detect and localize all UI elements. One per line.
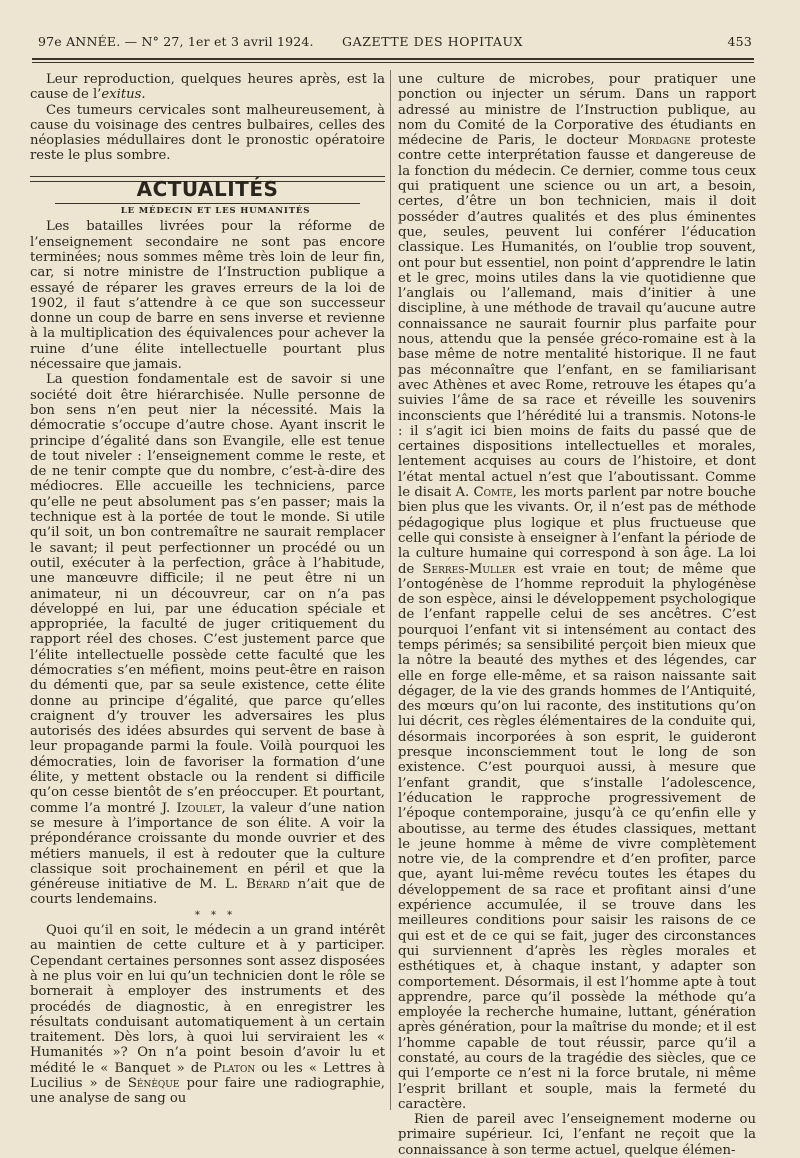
text-run: La question fondamentale est de savoir si une société doit être hiérarchisée. Nulle personne de bon sens n’en peut nier la nécessité. Mais la démocratie s’occupe d’autre chose. Ayant inscrit le principe d’égalité dans son Evangile, elle est tenue de tout niveler : l’enseignement comme le reste, et de ne tenir compte que du nombre, c’est-à-dire des médiocres. Elle accueille les techniciens, parce qu’elle ne peut absolument pas s’en passer; mais la technique est à la portée de tout le monde. Si utile qu’il soit, un bon contremaître ne saurait remplacer le savant; il peut perfectionner un procédé ou un outil, exécuter à la perfection, grâce à l’habitude, une manœuvre difficile; il ne peut être ni un animateur, ni un découvreur, car on n’a pas développé en lui, par une éducation spéciale et appropriée, la faculté de juger critiquement du rapport réel des choses. C’est justement parce que l’élite intellectuelle possède cette faculté que les démocraties s’en méfient, moins peut-être en raison du démenti que, par sa seule existence, cette élite donne au principe d’égalité, que parce qu’elles craignent d’y trouver les adversaires les plus autorisés des idées absurdes qui servent de base à leur propagande parmi la foule. Voilà pourquoi les démocraties, loin de favoriser la formation d’une élite, y mettent obstacle ou la rendent si difficile qu’on cesse bientôt de s’en préoccuper. Et pourtant, comme l’a montré J.	[30, 372, 385, 816]
paragraph-question	[30, 372, 385, 907]
author-name: Sénèque	[127, 1076, 180, 1091]
text-run: , la valeur d’une nation se mesure à l’importance de son élite. A voir la prépondérance croissante du monde ouvrier et des métiers manuels, il est à redouter que la culture classique soit prochainement en péril et que la généreuse initiative de M. L.	[30, 800, 385, 893]
text-run: Leur reproduction, quelques heures après, est la cause de l’	[30, 72, 385, 103]
page-number: 453	[727, 34, 752, 49]
header-rule-bottom	[32, 62, 754, 63]
text-run: proteste contre cette interprétation fausse et dangereuse de la fonction du médecin. Ce dernier, comme tous ceux qui pratiquent une science ou un art, a besoin, certes, d’être un bon technicien, mais il doit posséder d’autres qualités et des plus éminentes que, seules, peuvent lui conférer l’éducation classique. Les Humanités, on l’oublie trop souvent, ont pour but essentiel, non point d’apprendre le latin et le grec, moins utiles dans la vie quotidienne que l’anglais ou l’allemand, mais d’initier à une discipline, à une méthode de travail qu’aucune autre connaissance ne saurait fournir plus parfaite pour nous, attendu que la pensée gréco-romaine est à la base même de notre mentalité historique. Il ne faut pas méconnaître que l’enfant, en se familiarisant avec Athènes et avec Rome, retrouve les étapes qu’a suivies l’âme de sa race et réveille les souvenirs inconscients que l’hérédité lui a transmis. Notons-le : il s’agit ici bien moins de faits du passé que de certaines dispositions intellectuelles et morales, lentement acquises au cours de l’histoire, et dont l’état mental actuel n’est que l’aboutissant. Comme le disait A.	[398, 133, 756, 501]
author-name: Comte	[473, 485, 513, 501]
text-run: une culture de microbes, pour pratiquer une ponction ou injecter un sérum. Dans un rapport adressé au ministre de l’Instruction publique, au nom du Comité de la Corporative des étudiants en médecine de Paris, le docteur	[398, 72, 756, 149]
running-header	[32, 32, 752, 52]
header-rule-top	[32, 58, 754, 60]
text-run: n’ait que de courts lendemains.	[30, 877, 385, 908]
text-run: , les morts parlent par notre bouche bien plus que les vivants. Or, il n’est pas de méthode pédagogique plus logique et plus fructueuse que celle qui consiste à enseigner à l’enfant la période de la culture humaine qui correspond à son âge. La loi de	[398, 485, 756, 577]
issue-info: 97e ANNÉE. — N° 27, 1er et 3 avril 1924.	[38, 34, 314, 49]
paragraph-medecin	[30, 923, 385, 1107]
text-run: pour faire une radiographie, une analyse de sang ou	[30, 1076, 385, 1107]
text-run: est vraie en tout; de même que l’ontogénèse de l’homme reproduit la phylogénèse de son espèce, ainsi le développement psychologique de l’enfant rappelle celui de ses ancêtres. C’est pourquoi l’enfant vit si intensément au contact des temps périmés; sa sensibilité perçoit bien mieux que la nôtre la beauté des mythes et des légendes, car elle en forge elle-même, et sa raison naissante sait dégager, de la vie des grands hommes de l’Antiquité, des mœurs qu’on lui raconte, des institutions qu’on lui décrit, ces règles élémentaires de la conduite qui, désormais incorporées à son esprit, le guideront presque inconsciemment tout le long de son existence. C’est pourquoi aussi, à mesure que l’enfant grandit, que s’installe l’adolescence, l’éducation le rapproche progressivement de l’époque contemporaine, jusqu’à ce qu’enfin elle y aboutisse, au terme des études classiques, mettant le jeune homme à même de vivre complètement notre vie, de la comprendre et d’en profiter, parce que, ayant lui-même revécu toutes les étapes du développement de sa race et profitant ainsi d’une expérience accumulée, il se trouve dans les meilleures conditions pour saisir les raisons de ce qui est et de ce qui se fait, juger des circonstances qui surviennent d’après les règles morales et esthétiques et, à chaque instant, y adapter son comportement. Désormais, il est l’homme apte à tout apprendre, parce qu’il possède la méthode qu’a employée la recherche humaine, luttant, génération après génération, pour la maîtrise du monde; et il est l’homme capable de tout réussir, parce qu’il a constaté, au cours de la tragédie des siècles, que ce qui l’emporte ce n’est ni la force brutale, ni même l’esprit brillant et souple, mais la fermeté du caractère.	[398, 561, 756, 1112]
journal-title: GAZETTE DES HOPITAUX	[342, 34, 524, 49]
left-column	[30, 72, 385, 1107]
text-run: Quoi qu’il en soit, le médecin a un grand intérêt au maintien de cette culture et à y participer. Cependant certaines personnes sont assez disposées à ne plus voir en lui qu’un technicien dont le rôle se bornerait à employer des instruments et des procédés de diagnostic, à en enregistrer les résultats conduisant automatiquement à un certain traitement. Dès lors, à quoi lui serviraient les « Humanités »? On n’a point besoin d’avoir lu et médité le « Banquet » de	[30, 923, 385, 1076]
paragraph-exitus	[30, 72, 385, 103]
right-column	[398, 72, 756, 1158]
author-name: Platon	[213, 1060, 256, 1076]
article-subtitle: LE MÉDECIN ET LES HUMANITÉS	[120, 206, 311, 217]
author-name: Mordagne	[627, 133, 691, 149]
paragraph-tumeurs: Ces tumeurs cervicales sont malheureusement, à cause du voisinage des centres bulbaires, celles des néoplasies médullaires dont le pronostic opératoire reste le plus sombre.	[30, 102, 385, 164]
author-name: Izoulet	[176, 800, 222, 816]
paragraph-culture	[398, 72, 756, 1112]
section-title: ACTUALITÉS	[136, 176, 279, 201]
section-break-stars: * * *	[194, 909, 237, 921]
paragraph-rien-de-pareil: Rien de pareil avec l’enseignement moderne ou primaire supérieur. Ici, l’enfant ne reçoit que la connaissance à son terme actuel, quelque élémen-	[398, 1112, 756, 1158]
text-run: .	[141, 87, 146, 103]
text-run: ou les « Lettres à Lucilius » de	[30, 1060, 385, 1091]
italic-term: exitus	[101, 87, 142, 103]
author-name: Bérard	[246, 877, 290, 893]
column-separator	[390, 70, 391, 1110]
paragraph-batailles: Les batailles livrées pour la réforme de l’enseignement secondaire ne sont pas encore terminées; nous sommes même très loin de leur fin, car, si notre ministre de l’Instruction publique a essayé de réparer les graves erreurs de la loi de 1902, il faut s’attendre à ce que son successeur donne un coup de barre en sens inverse et revienne à la multiplication des équivalences pour achever la ruine d’une élite intellectuelle pourtant plus nécessaire que jamais.	[30, 219, 385, 373]
author-name: Serres-Muller	[422, 561, 516, 577]
